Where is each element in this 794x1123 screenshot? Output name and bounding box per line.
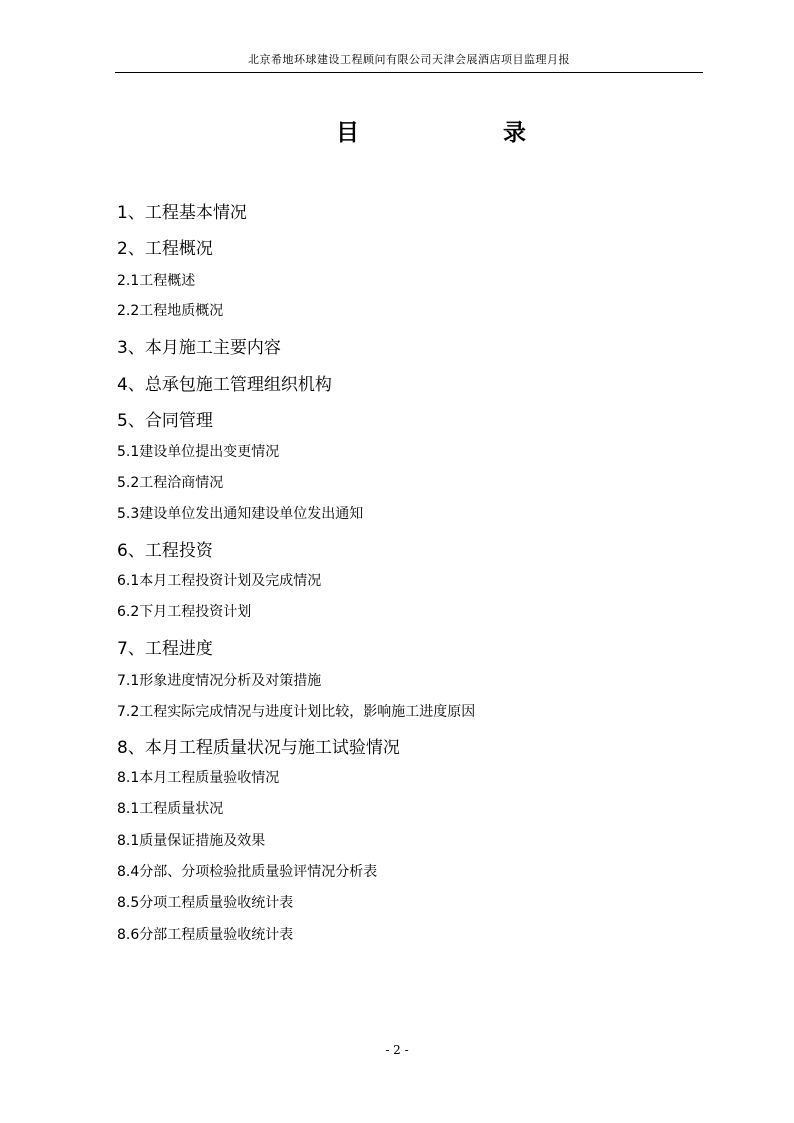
toc-entry[interactable]: 1、工程基本情况 xyxy=(117,203,247,223)
toc-entry[interactable]: 8.6分部工程质量验收统计表 xyxy=(117,927,294,943)
toc-entry[interactable]: 6.1本月工程投资计划及完成情况 xyxy=(117,573,322,589)
toc-entry[interactable]: 6、工程投资 xyxy=(117,541,213,561)
toc-entry[interactable]: 5.3建设单位发出通知建设单位发出通知 xyxy=(117,506,364,522)
toc-entry[interactable]: 8.1质量保证措施及效果 xyxy=(117,833,266,849)
running-header: 北京希地环球建设工程顾问有限公司天津会展酒店项目监理月报 xyxy=(248,53,570,66)
toc-entry[interactable]: 3、本月施工主要内容 xyxy=(117,338,281,358)
toc-entry[interactable]: 2.2工程地质概况 xyxy=(117,303,224,319)
toc-entry[interactable]: 2、工程概况 xyxy=(117,239,213,259)
toc-entry[interactable]: 8.1本月工程质量验收情况 xyxy=(117,770,280,786)
toc-entry[interactable]: 5.1建设单位提出变更情况 xyxy=(117,444,280,460)
toc-entry[interactable]: 7.1形象进度情况分析及对策措施 xyxy=(117,673,322,689)
toc-entry[interactable]: 7.2工程实际完成情况与进度计划比较，影响施工进度原因 xyxy=(117,704,476,720)
toc-entry[interactable]: 7、工程进度 xyxy=(117,639,213,659)
toc-title: 目 录 xyxy=(335,119,594,146)
toc-entry[interactable]: 6.2下月工程投资计划 xyxy=(117,604,252,620)
toc-entry[interactable]: 5.2工程洽商情况 xyxy=(117,475,224,491)
toc-entry[interactable]: 8.4分部、分项检验批质量验评情况分析表 xyxy=(117,864,378,880)
header-rule xyxy=(115,72,703,73)
toc-entry[interactable]: 2.1工程概述 xyxy=(117,273,196,289)
page-number: - 2 - xyxy=(385,1043,409,1057)
toc-entry[interactable]: 5、合同管理 xyxy=(117,411,213,431)
toc-entry[interactable]: 4、总承包施工管理组织机构 xyxy=(117,375,332,395)
toc-entry[interactable]: 8、本月工程质量状况与施工试验情况 xyxy=(117,738,400,758)
toc-entry[interactable]: 8.1工程质量状况 xyxy=(117,801,224,817)
toc-entry[interactable]: 8.5分项工程质量验收统计表 xyxy=(117,895,294,911)
